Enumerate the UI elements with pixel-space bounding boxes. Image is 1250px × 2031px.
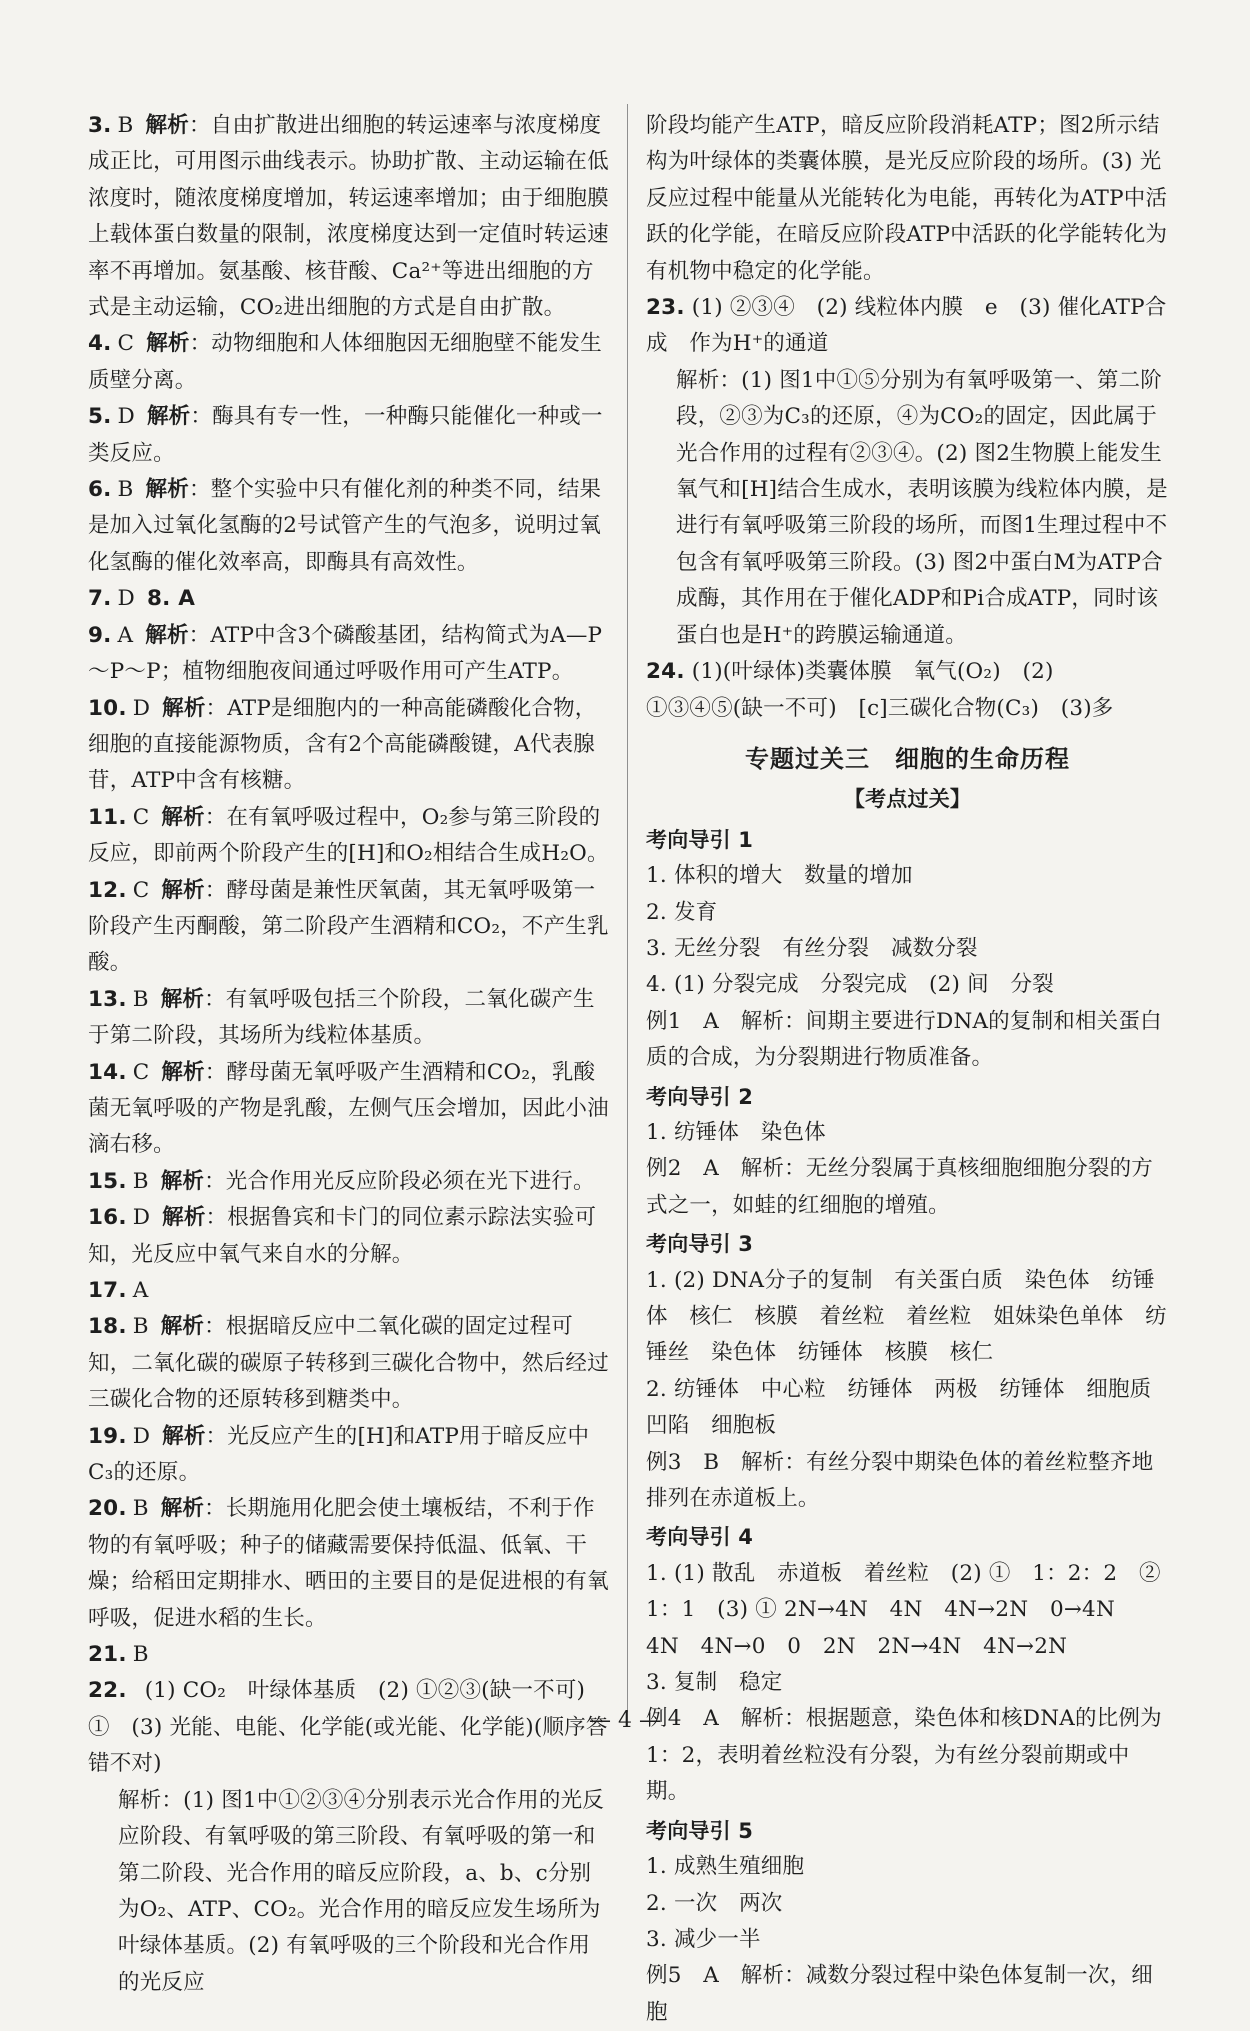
guide-title: 考向导引 4 <box>646 1525 754 1550</box>
explanation-text: ：光反应产生的[H]和ATP用于暗反应中C₃的还原。 <box>88 1423 590 1486</box>
guide-line: 4. (1) 分裂完成 分裂完成 (2) 间 分裂 <box>646 972 1054 998</box>
guide-line: 3. 减少一半 <box>646 1926 761 1952</box>
answer-letter: D <box>132 695 151 721</box>
explanation-label: 解析 <box>161 1059 205 1085</box>
question-number: 11. <box>88 804 127 830</box>
explanation-text: ：根据暗反应中二氧化碳的固定过程可知，二氧化碳的碳原子转移到三碳化合物中，然后经过三碳化合物的还原转移到糖类中。 <box>88 1314 609 1413</box>
q23-number: 23. <box>646 295 685 321</box>
guide-line: 2. 发育 <box>646 899 718 925</box>
answer-letter: C <box>117 331 135 357</box>
guide-line: 2. 一次 两次 <box>646 1890 783 1916</box>
guide-line: 1. 体积的增大 数量的增加 <box>646 863 913 889</box>
explanation-label: 解析 <box>160 986 205 1012</box>
explanation-label: 解析 <box>145 622 189 648</box>
answer-entry <box>88 581 610 617</box>
explanation-label: 解析 <box>160 1168 205 1194</box>
explanation-text: ：动物细胞和人体细胞因无细胞壁不能发生质壁分离。 <box>88 331 602 393</box>
example-answer: 例3 B 解析：有丝分裂中期染色体的着丝粒整齐地排列在赤道板上。 <box>646 1449 1154 1512</box>
q23-explanation: 解析：(1) 图1中①⑤分别为有氧呼吸第一、第二阶段，②③为C₃的还原，④为CO₂的固定，因此属于光合作用的过程有②③④。(2) 图2生物膜上能发生氧气和[H]结合生成水，表明该膜为线粒体内膜，是进行有氧呼吸第三阶段的场所，而图1生理过程中不包含有氧呼吸第三阶段。(3) 图2中蛋白M为ATP合成酶，其作用在于催化ADP和Pi合成ATP，同时该蛋白也是H⁺的跨膜运输通道。 <box>676 367 1168 648</box>
answer-letter: C <box>132 1059 150 1085</box>
answer-letter: B <box>132 1642 149 1668</box>
explanation-text: ：ATP是细胞内的一种高能磷酸化合物，细胞的直接能源物质，含有2个高能磷酸键，A代表腺苷，ATP中含有核糖。 <box>88 695 597 794</box>
explanation-label: 解析 <box>161 877 205 903</box>
explanation-label: 解析 <box>161 804 205 830</box>
answer-letter: B <box>132 1314 149 1340</box>
answer-entry <box>88 800 610 873</box>
answer-entry <box>88 1419 610 1492</box>
explanation-label: 解析 <box>145 113 189 138</box>
explanation-label: 解析 <box>162 1423 206 1449</box>
explanation-label: 解析 <box>160 1496 205 1522</box>
explanation-label: 解析 <box>146 404 191 430</box>
answer-entry <box>88 691 610 800</box>
question-number: 13. <box>88 986 127 1012</box>
answer-letter: A <box>132 1278 149 1303</box>
explanation-text: ：酶具有专一性，一种酶只能催化一种或一类反应。 <box>88 404 603 466</box>
answer-entry <box>88 1309 610 1418</box>
question-number: 20. <box>88 1496 127 1522</box>
explanation-text: ：根据鲁宾和卡门的同位素示踪法实验可知，光反应中氧气来自水的分解。 <box>88 1205 597 1267</box>
explanation-text: ：酵母菌是兼性厌氧菌，其无氧呼吸第一阶段产生丙酮酸，第二阶段产生酒精和CO₂，不产生乳酸。 <box>88 877 609 976</box>
answer-letter: D <box>132 1205 151 1231</box>
answer-entry <box>88 1055 610 1164</box>
explanation-text: ：酵母菌无氧呼吸产生酒精和CO₂，乳酸菌无氧呼吸的产物是乳酸，左侧气压会增加，因此小油滴右移。 <box>88 1059 609 1158</box>
guide-line: 2. 纺锤体 中心粒 纺锤体 两极 纺锤体 细胞质凹陷 细胞板 <box>646 1376 1152 1439</box>
explanation-text: ：整个实验中只有催化剂的种类不同，结果是加入过氧化氢酶的2号试管产生的气泡多，说明过氧化氢酶的催化效率高，即酶具有高效性。 <box>88 477 602 575</box>
question-number: 6. <box>88 477 112 503</box>
explanation-label: 解析 <box>160 1314 205 1340</box>
question-number: 19. <box>88 1423 127 1449</box>
q22-continuation: 阶段均能产生ATP，暗反应阶段消耗ATP；图2所示结构为叶绿体的类囊体膜，是光反应阶段的场所。(3) 光反应过程中能量从光能转化为电能，再转化为ATP中活跃的化学能，在暗反应阶段ATP中活跃的化学能转化为有机物中稳定的化学能。 <box>646 113 1168 284</box>
example-answer: 例5 A 解析：减数分裂过程中染色体复制一次，细胞 <box>646 1963 1154 2025</box>
extra-answer: 8. A <box>146 586 196 612</box>
answer-letter: D <box>132 1423 151 1449</box>
explanation-label: 解析 <box>146 331 190 357</box>
explanation-text: ：长期施用化肥会使土壤板结，不利于作物的有氧呼吸；种子的储藏需要保持低温、低氧、干燥；给稻田定期排水、晒田的主要目的是促进根的有氧呼吸，促进水稻的生长。 <box>88 1496 609 1631</box>
answer-entry <box>88 1200 610 1273</box>
section-subtitle: 【考点过关】 <box>843 787 972 812</box>
explanation-paragraph: 解析：(1) 图1中①②③④分别表示光合作用的光反应阶段、有氧呼吸的第三阶段、有氧呼吸的第一和第二阶段、光合作用的暗反应阶段，a、b、c分别为O₂、ATP、CO₂。光合作用的暗反应发生场所为叶绿体基质。(2) 有氧呼吸的三个阶段和光合作用的光反应 <box>118 1787 604 1995</box>
guide-line: 1. 纺锤体 染色体 <box>646 1119 826 1145</box>
answer-letter: A <box>117 622 134 648</box>
explanation-text: ：在有氧呼吸过程中，O₂参与第三阶段的反应，即前两个阶段产生的[H]和O₂相结合生成H₂O。 <box>88 804 609 867</box>
answer-letter: B <box>132 1168 149 1194</box>
guide-line: 3. 复制 稳定 <box>646 1670 783 1696</box>
question-number: 3. <box>88 113 112 138</box>
guide-title: 考向导引 5 <box>646 1818 754 1843</box>
answer-letter: B <box>117 477 134 503</box>
guide-title: 考向导引 1 <box>646 827 754 852</box>
column-divider <box>627 104 628 1712</box>
question-number: 12. <box>88 877 127 903</box>
guide-title: 考向导引 3 <box>646 1232 754 1257</box>
explanation-label: 解析 <box>145 477 189 503</box>
example-answer: 例4 A 解析：根据题意，染色体和核DNA的比例为1：2，表明着丝粒没有分裂，为有丝分裂前期或中期。 <box>646 1706 1162 1805</box>
question-number: 15. <box>88 1168 127 1194</box>
answer-entry <box>88 108 610 326</box>
page-number: — 4 — <box>589 1708 661 1733</box>
explanation-text: ：ATP中含3个磷酸基团，结构简式为A—P～P～P；植物细胞夜间通过呼吸作用可产生ATP。 <box>88 622 603 685</box>
guide-line: 1. 成熟生殖细胞 <box>646 1854 805 1880</box>
question-number: 9. <box>88 622 112 648</box>
q24-number: 24. <box>646 659 685 685</box>
example-answer: 例1 A 解析：间期主要进行DNA的复制和相关蛋白质的合成，为分裂期进行物质准备。 <box>646 1008 1162 1071</box>
guide-line: 1. (2) DNA分子的复制 有关蛋白质 染色体 纺锤体 核仁 核膜 着丝粒 着丝粒 姐妹染色单体 纺锤丝 染色体 纺锤体 核膜 核仁 <box>646 1267 1167 1366</box>
right-column <box>646 108 1169 2031</box>
guide-line: 1. (1) 散乱 赤道板 着丝粒 (2) ① 1：2：2 ② 1：1 (3) ① 2N→4N 4N 4N→2N 0→4N 4N 4N→0 0 2N 2N→4N 4N→2N <box>646 1560 1161 1659</box>
guide-title: 考向导引 2 <box>646 1084 754 1109</box>
answer-letter: C <box>132 877 150 903</box>
q23-answer-text: (1) ②③④ (2) 线粒体内膜 e (3) 催化ATP合成 作为H⁺的通道 <box>646 295 1167 357</box>
q24-answer-text: (1)(叶绿体)类囊体膜 氧气(O₂) (2) ①③④⑤(缺一不可) [c]三碳化合物(C₃) (3)多 <box>646 659 1114 721</box>
explanation-label: 解析 <box>162 1205 206 1231</box>
question-number: 18. <box>88 1314 127 1340</box>
answer-entry <box>88 618 610 691</box>
answer-letter: D <box>117 404 135 430</box>
explanation-text: ：自由扩散进出细胞的转运速率与浓度梯度成正比，可用图示曲线表示。协助扩散、主动运输在低浓度时，随浓度梯度增加，转运速率增加；由于细胞膜上载体蛋白数量的限制，浓度梯度达到一定值时转运速率不再增加。氨基酸、核苷酸、Ca²⁺等进出细胞的方式是主动运输，CO₂进出细胞的方式是自由扩散。 <box>88 113 609 321</box>
question-number: 22. <box>88 1678 127 1704</box>
answer-entry <box>88 873 610 982</box>
answer-entry <box>88 982 610 1055</box>
question-number: 5. <box>88 404 112 430</box>
guide-line: 3. 无丝分裂 有丝分裂 减数分裂 <box>646 935 978 961</box>
answer-entry <box>88 1491 610 1637</box>
answer-letter: B <box>132 1496 149 1522</box>
answer-entry <box>88 399 610 472</box>
question-number: 16. <box>88 1205 127 1231</box>
question-number: 7. <box>88 586 112 612</box>
question-number: 17. <box>88 1278 127 1303</box>
question-number: 21. <box>88 1642 127 1668</box>
question-number: 10. <box>88 695 127 721</box>
answer-entry <box>88 1273 610 1309</box>
example-answer: 例2 A 解析：无丝分裂属于真核细胞细胞分裂的方式之一，如蛙的红细胞的增殖。 <box>646 1156 1154 1218</box>
answer-letter: B <box>132 986 149 1012</box>
q24-answer <box>646 654 1169 727</box>
answer-letter: D <box>117 586 135 612</box>
explanation-text: ：光合作用光反应阶段必须在光下进行。 <box>204 1168 595 1194</box>
explanation-text: ：有氧呼吸包括三个阶段，二氧化碳产生于第二阶段，其场所为线粒体基质。 <box>88 986 595 1049</box>
answer-letter: B <box>117 113 134 138</box>
answer-letter: C <box>132 804 150 830</box>
explanation-text: (1) CO₂ 叶绿体基质 (2) ①②③(缺一不可) ① (3) 光能、电能、化学能(或光能、化学能)(顺序答错不对) <box>88 1678 608 1777</box>
section-title: 专题过关三 细胞的生命历程 <box>745 744 1070 773</box>
question-number: 14. <box>88 1059 127 1085</box>
explanation-label: 解析 <box>162 695 206 721</box>
answer-entry <box>88 472 610 581</box>
guide-list <box>646 822 1169 2031</box>
question-number: 4. <box>88 331 112 357</box>
answer-entry <box>88 1164 610 1200</box>
answer-entry <box>88 326 610 399</box>
q23-answer <box>646 290 1169 363</box>
answer-entry <box>88 1637 610 1673</box>
